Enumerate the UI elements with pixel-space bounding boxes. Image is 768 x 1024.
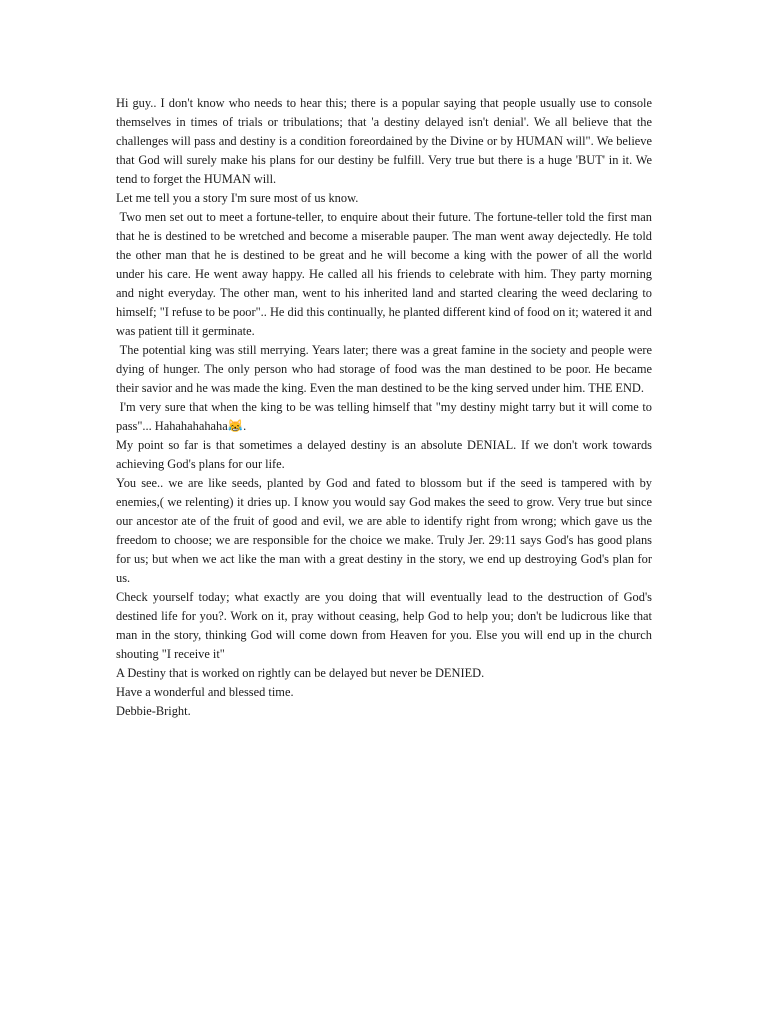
author-signature: Debbie-Bright. [116, 704, 191, 718]
paragraph-intro: Hi guy.. I don't know who needs to hear this; there is a popular saying that people usually use to console themselves in times of trials or tribulations; that 'a destiny delayed isn't denial'. We all believe that the challenges will pass and destiny is a condition foreordained by the Divine or by HUMAN will". We believe that God will surely make his plans for our destiny be fulfill. Very true but there is a huge 'BUT' in it. We tend to forget the HUMAN will. [116, 96, 656, 186]
paragraph-closing: Have a wonderful and blessed time. [116, 685, 294, 699]
paragraph-seeds: You see.. we are like seeds, planted by God and fated to blossom but if the seed is tampered with by enemies,( we relenting) it dries up. I know you would say God makes the seed to grow. Very true but since our ancestor ate of the fruit of good and evil, we are able to identify right from wrong; which gave us the freedom to choose; we are responsible for the choice we make. Truly Jer. 29:11 says God's has good plans for us; but when we act like the man with a great destiny in the story, we end up destroying God's plan for us. [116, 476, 656, 585]
paragraph-conclusion: A Destiny that is worked on rightly can be delayed but never be DENIED. [116, 666, 485, 680]
paragraph-point: My point so far is that sometimes a delayed destiny is an absolute DENIAL. If we don't work towards achieving God's plans for our life. [116, 438, 656, 471]
paragraph-fortune-teller: Two men set out to meet a fortune-teller, to enquire about their future. The fortune-teller told the first man that he is destined to be wretched and become a miserable pauper. The man went away dejectedly. He told the other man that he is destined to be great and he will become a king with the power of all the world under his care. He went away happy. He called all his friends to celebrate with him. They party morning and night everyday. The other man, went to his inherited land and started clearing the weed declaring to himself; "I refuse to be poor".. He did this continually, he planted different kind of food on it; watered it and was patient till it germinate. [116, 210, 656, 338]
document-body [116, 94, 656, 721]
paragraph-story-intro: Let me tell you a story I'm sure most of us know. [116, 191, 359, 205]
paragraph-famine: The potential king was still merrying. Years later; there was a great famine in the society and people were dying of hunger. The only person who had storage of food was the man destined to be poor. He became their savior and he was made the king. Even the man destined to be the king served under him. THE END. [116, 343, 656, 395]
paragraph-check-yourself: Check yourself today; what exactly are you doing that will eventually lead to the destruction of God's destined life for you?. Work on it, pray without ceasing, help God to help you; don't be ludicrous like that man in the story, thinking God will come down from Heaven for you. Else you will end up in the church shouting "I receive it" [116, 590, 656, 661]
paragraph-king-to-be: I'm very sure that when the king to be was telling himself that "my destiny might tarry but it will come to pass"... Hahahahahaha😹. [116, 400, 656, 433]
